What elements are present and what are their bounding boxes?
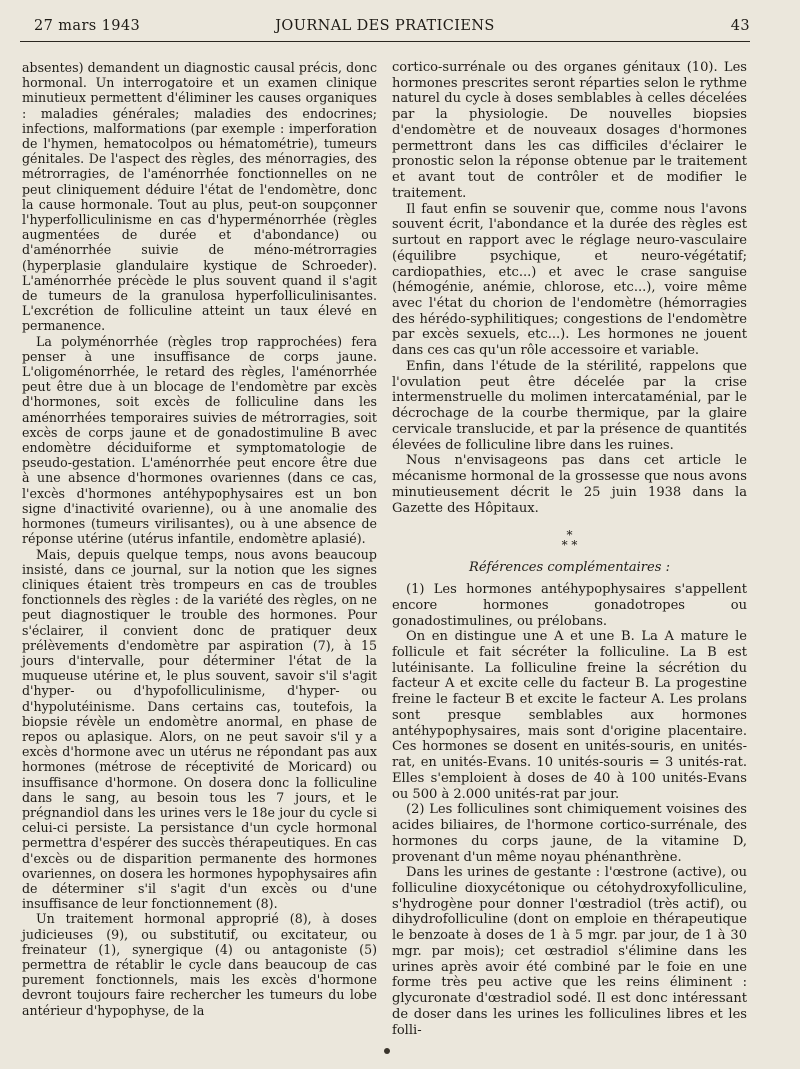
paragraph: cortico-surrénale ou des organes génitaux (10). Les hormones prescrites seront réparties selon le rythme naturel du cycle à doses semblables à celles décelées par la physiologie. De nouvelles biopsies d'endomètre et de nouveaux dosages d'hormones permettront dans les cas difficiles d'éclairer le pronostic selon la réponse obtenue par le traitement et avant tout de contrôler et de modifier le traitement. <box>392 60 747 201</box>
ink-dot <box>384 1048 390 1054</box>
journal-title: JOURNAL DES PRATICIENS <box>275 18 495 34</box>
references-heading: Références complémentaires : <box>469 560 670 576</box>
page-header <box>20 16 750 38</box>
reference-paragraph: Dans les urines de gestante : l'œstrone (active), ou folliculine dioxycétonique ou cétohydroxyfolliculine, s'hydrogène pour donner l'œstradiol (très actif), ou dihydrofolliculine (dont on emploie en thérapeutique le benzoate à doses de 1 à 5 mgr. par jour, de 1 à 30 mgr. par mois); cet œstradiol s'élimine dans les urines après avoir été combiné par le foie en une forme très peu active que les reins éliminent : glycuronate d'œstradiol sodé. Il est donc intéressant de doser dans les urines les folliculines libres et les folli- <box>392 865 747 1038</box>
separator-star-top: * <box>566 528 573 543</box>
reference-paragraph: (2) Les folliculines sont chimiquement voisines des acides biliaires, de l'hormone cortico-surrénale, des hormones du corps jaune, de la vitamine D, provenant d'un même noyau phénanthrène. <box>392 802 747 865</box>
right-column <box>392 60 747 1038</box>
header-rule <box>20 41 750 42</box>
paragraph: La polyménorrhée (règles trop rapprochées) fera penser à une insuffisance de corps jaune. L'oligoménorrhée, le retard des règles, l'aménorrhée peut être due à un blocage de l'endomètre par excès d'hormones, soit excès de folliculine dans les aménorrhées temporaires suivies de métrorragies, soit excès de corps jaune et de gonadostimuline B avec endomètre déciduiforme et symptomatologie de pseudo-gestation. L'aménorrhée peut encore être due à une absence d'hormones ovariennes (dans ce cas, l'excès d'hormones antéhypophysaires est un bon signe d'inactivité ovarienne), ou à une anomalie des hormones (tumeurs virilisantes), ou à une absence de réponse utérine (utérus infantile, endomètre aplasié). <box>22 333 377 547</box>
paragraph: Mais, depuis quelque temps, nous avons beaucoup insisté, dans ce journal, sur la notion que les signes cliniques étaient très trompeurs en cas de troubles fonctionnels des règles : de la variété des règles, on ne peut diagnostiquer le trouble des hormones. Pour s'éclairer, il convient donc de pratiquer deux prélèvements d'endomètre par aspiration (7), à 15 jours d'intervalle, pour déterminer l'état de la muqueuse utérine et, le plus souvent, savoir s'il s'agit d'hyper- ou d'hypofolliculinisme, d'hyper- ou d'hypolutéinisme. Dans certains cas, toutefois, la biopsie révèle un endomètre anormal, en phase de repos ou aplasique. Alors, on ne peut savoir s'il y a excès d'hormone avec un utérus ne répondant pas aux hormones (métrose de réceptivité de Moricard) ou insuffisance d'hormone. On dosera donc la folliculine dans le sang, au besoin tous les 7 jours, et le prégnandiol dans les urines vers le 18e jour du cycle si celui-ci persiste. La persistance d'un cycle hormonal permettra d'espérer des succès thérapeutiques. En cas d'excès ou de disparition permanente des hormones ovariennes, on dosera les hormones hypophysaires afin de déterminer s'il s'agit d'un excès ou d'une insuffisance de leur fonctionnement (8). <box>22 546 377 912</box>
section-separator <box>392 528 747 553</box>
paragraph: Nous n'envisageons pas dans cet article le mécanisme hormonal de la grossesse que nous avons minutieusement décrit le 25 juin 1938 dans la Gazette des Hôpitaux. <box>392 453 747 516</box>
left-column <box>22 60 377 1018</box>
reference-paragraph: (1) Les hormones antéhypophysaires s'appellent encore hormones gonadotropes ou gonadostimulines, ou prélobans. <box>392 582 747 629</box>
separator-star-bottom: * * <box>561 538 578 553</box>
header-date: 27 mars 1943 <box>34 18 141 34</box>
paragraph: Enfin, dans l'étude de la stérilité, rappelons que l'ovulation peut être décelée par la crise intermenstruelle du molimen intercataménial, par le décrochage de la courbe thermique, par la glaire cervicale translucide, et par la présence de quantités élevées de folliculine libre dans les ruines. <box>392 358 747 453</box>
page-number: 43 <box>730 18 750 34</box>
paragraph: Un traitement hormonal approprié (8), à doses judicieuses (9), ou substitutif, ou excitateur, ou freinateur (1), synergique (4) ou antagoniste (5) permettra de rétablir le cycle dans beaucoup de cas purement fonctionnels, mais les excès d'hormone devront toujours faire rechercher les tumeurs du lobe antérieur d'hypophyse, de la <box>22 911 377 1018</box>
paragraph: Il faut enfin se souvenir que, comme nous l'avons souvent écrit, l'abondance et la durée des règles est surtout en rapport avec le réglage neuro-vasculaire (équilibre psychique, et neuro-végétatif; cardiopathies, etc...) et avec le crase sanguise (hémogénie, anémie, chlorose, etc...), voire même avec l'état du chorion de l'endomètre (hémorragies des hérédo-syphilitiques; congestions de l'endomètre par excès sexuels, etc...). Les hormones ne jouent dans ces cas qu'un rôle accessoire et variable. <box>392 201 747 359</box>
paragraph: absentes) demandent un diagnostic causal précis, donc hormonal. Un interrogatoire et un examen clinique minutieux permettent d'éliminer les causes organiques : maladies générales; maladies des endocrines; infections, malformations (par exemple : imperforation de l'hymen, hematocolpos ou hématométrie), tumeurs génitales. De l'aspect des règles, des ménorragies, des métrorragies, de l'aménorrhée fonctionnelles on ne peut cliniquement déduire l'état de l'endomètre, donc la cause hormonale. Tout au plus, peut-on soupçonner l'hyperfolliculinisme en cas d'hyperménorrhée (règles augmentées de durée et d'abondance) ou d'aménorrhée suivie de méno-métrorragies (hyperplasie glandulaire kystique de Schroeder). L'aménorrhée précède le plus souvent quand il s'agit de tumeurs de la granulosa hyperfolliculinisantes. L'excrétion de folliculine atteint un taux élevé en permanence. <box>22 60 377 334</box>
reference-paragraph: On en distingue une A et une B. La A mature le follicule et fait sécréter la folliculine. La B est lutéinisante. La folliculine freine la sécrétion du facteur A et excite celle du facteur B. La progestine freine le facteur B et excite le facteur A. Les prolans sont presque semblables aux hormones antéhypophysaires, mais sont d'origine placentaire. Ces hormones se dosent en unités-souris, en unités-rat, en unités-Evans. 10 unités-souris = 3 unités-rat. Elles s'emploient à doses de 40 à 100 unités-Evans ou 500 à 2.000 unités-rat par jour. <box>392 629 747 802</box>
